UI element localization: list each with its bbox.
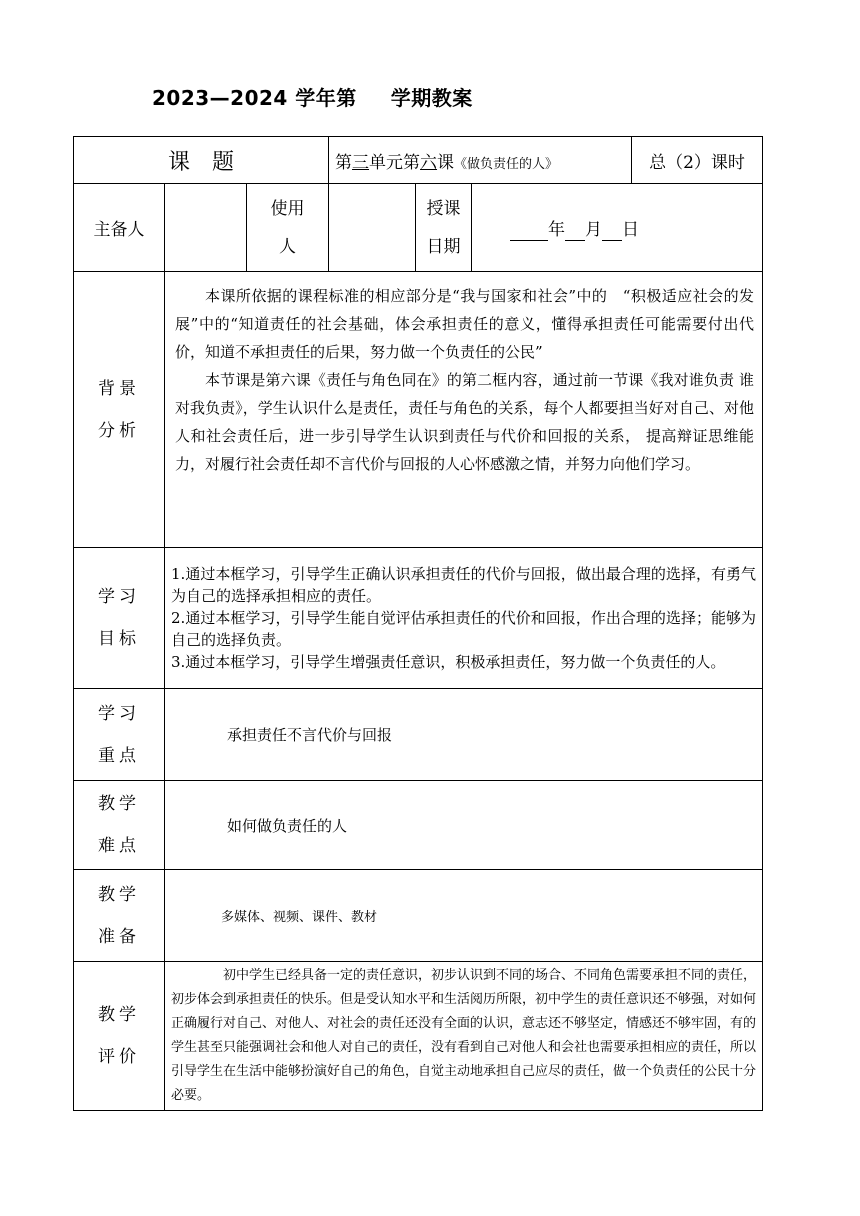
difficulties-label-cell xyxy=(74,781,165,870)
goals-row xyxy=(74,548,763,689)
evaluation-label-cell xyxy=(74,962,165,1111)
preparation-row xyxy=(74,870,763,962)
user-value-cell xyxy=(329,184,416,272)
date-day: 日 xyxy=(622,219,640,240)
background-paragraph-2: 本节课是第六课《责任与角色同在》的第二框内容，通过前一节课《我对谁负责 谁对我负责》，学生认识什么是责任，责任与角色的关系，每个人都要担当好对自己、对他人和社会责任后，进一步引导学生认识到责任与代价和回报的关系， 提高辩证思维能力，对履行社会责任却不言代价与回报的人心怀感激之情，并努力向他们学习。 xyxy=(175,371,755,473)
lesson-mid: 单元第 xyxy=(369,152,421,173)
background-row xyxy=(74,272,763,548)
goal-2: 2.通过本框学习，引导学生能自觉评估承担责任的代价和回报，作出合理的选择；能够为自己的选择负责。 xyxy=(171,609,757,649)
title-plan-part: 学期教案 xyxy=(390,86,473,110)
preparation-label-line1: 教学 xyxy=(98,884,140,905)
user-label-line1: 使用 xyxy=(270,198,305,219)
lesson-prefix: 第 xyxy=(335,152,353,173)
total-hours: 总（2）课时 xyxy=(649,152,745,173)
preparation-label-line2: 准备 xyxy=(98,926,140,947)
total-hours-cell xyxy=(632,137,763,184)
key-points-label-cell xyxy=(74,689,165,781)
preparer-row xyxy=(74,184,763,272)
key-points-row xyxy=(74,689,763,781)
goals-label-line2: 目标 xyxy=(98,629,140,649)
day-blank xyxy=(602,220,622,241)
date-label-cell xyxy=(416,184,472,272)
lesson-plan-table xyxy=(73,136,763,1111)
difficulties-text-cell xyxy=(165,781,763,870)
user-label-line2: 人 xyxy=(279,236,297,257)
year-blank xyxy=(510,220,548,241)
goals-label-line1: 学习 xyxy=(98,587,140,607)
page-title xyxy=(152,82,652,111)
background-label-cell xyxy=(74,272,165,548)
date-value-cell xyxy=(472,184,763,272)
goals-label-cell xyxy=(74,548,165,689)
background-paragraph-1: 本课所依据的课程标准的相应部分是“我与国家和社会”中的 “积极适应社会的发展”中的“知道责任的社会基础，体会承担责任的意义，懂得承担责任可能需要付出代价，知道不承担责任的后果，努力做一个负责任的公民” xyxy=(175,287,755,361)
main-preparer-label: 主备人 xyxy=(93,220,145,240)
evaluation-label-line1: 教学 xyxy=(98,1005,140,1025)
topic-label-cell xyxy=(74,137,329,184)
topic-label: 课 题 xyxy=(168,149,235,175)
key-points-label-line2: 重点 xyxy=(98,745,140,766)
lesson-ke: 课 xyxy=(437,152,455,173)
key-points-label-line1: 学习 xyxy=(98,703,140,724)
main-preparer-label-cell xyxy=(74,184,165,272)
month-blank xyxy=(565,220,585,241)
key-points-text-cell xyxy=(165,689,763,781)
preparation-label-cell xyxy=(74,870,165,962)
background-text-cell xyxy=(165,272,763,548)
preparation-text: 多媒体、视频、课件、教材 xyxy=(221,910,378,925)
evaluation-row xyxy=(74,962,763,1111)
topic-row xyxy=(74,137,763,184)
evaluation-label-line2: 评价 xyxy=(98,1047,140,1067)
evaluation-text: 初中学生已经具备一定的责任意识，初步认识到不同的场合、不同角色需要承担不同的责任，初步体会到承担责任的快乐。但是受认知水平和生活阅历所限，初中学生的责任意识还不够强，对如何正确履行对自己、对他人、对社会的责任还没有全面的认识，意志还不够坚定，情感还不够牢固，有的学生甚至只能强调社会和他人对自己的责任，没有看到自己对他人和会社也需要承担相应的责任，所以引导学生在生活中能够扮演好自己的角色，自觉主动地承担自己应尽的责任，做一个负责任的公民十分必要。 xyxy=(171,968,757,1103)
background-label-line2: 分析 xyxy=(98,420,140,441)
difficulties-label-line1: 教学 xyxy=(98,794,140,814)
goal-1: 1.通过本框学习，引导学生正确认识承担责任的代价与回报，做出最合理的选择，有勇气为自己的选择承担相应的责任。 xyxy=(171,565,757,605)
background-label-line1: 背景 xyxy=(98,378,140,399)
user-label-cell xyxy=(247,184,329,272)
lesson-unit: 三 xyxy=(352,152,370,173)
lesson-number: 六 xyxy=(420,152,438,173)
goals-text-cell xyxy=(165,548,763,689)
date-label-line2: 日期 xyxy=(426,236,461,257)
difficulties-label-line2: 难点 xyxy=(98,836,140,856)
preparation-text-cell xyxy=(165,870,763,962)
main-preparer-value-cell xyxy=(165,184,247,272)
date-year: 年 xyxy=(548,219,566,240)
difficulties-row xyxy=(74,781,763,870)
difficulties-text: 如何做负责任的人 xyxy=(227,816,348,835)
evaluation-text-cell xyxy=(165,962,763,1111)
lesson-name-cell xyxy=(329,137,632,184)
date-month: 月 xyxy=(585,219,603,240)
lesson-title: 《做负责任的人》 xyxy=(454,156,559,172)
title-year-part: 2023—2024 学年第 xyxy=(152,86,357,110)
key-points-text: 承担责任不言代价与回报 xyxy=(227,726,393,744)
goal-3: 3.通过本框学习，引导学生增强责任意识，积极承担责任，努力做一个负责任的人。 xyxy=(171,653,726,671)
date-label-line1: 授课 xyxy=(426,198,461,219)
